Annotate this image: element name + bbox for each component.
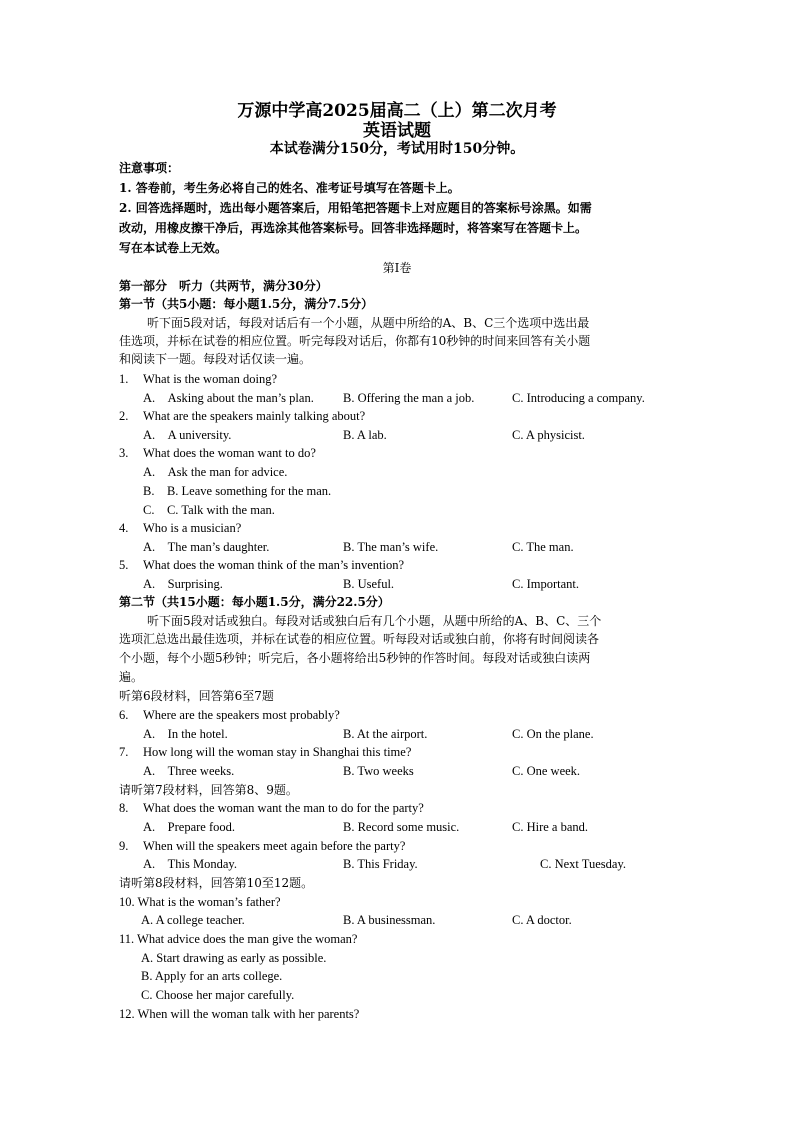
question-number: 6. <box>119 708 129 722</box>
volume-heading: 第Ⅰ卷 <box>382 261 412 275</box>
note-1: 1. 答卷前，考生务必将自己的姓名、准考证号填写在答题卡上。 <box>119 181 460 195</box>
question-1 <box>119 371 277 387</box>
q7-option-c: C. One week. <box>512 764 581 778</box>
section1-instruction-1: 听下面5段对话，每段对话后有一个小题，从题中所给的A、B、C三个选项中选出最 <box>147 316 590 330</box>
material-7-heading: 请听第7段材料，回答第8、9题。 <box>119 783 298 797</box>
q7-option-b: B. Two weeks <box>343 764 414 778</box>
section2-heading: 第二节（共15小题：每小题1.5分，满分22.5分） <box>119 595 390 609</box>
question-number: 7. <box>119 745 129 759</box>
question-number: 5. <box>119 558 129 572</box>
question-10: 10. What is the woman’s father? <box>119 895 281 909</box>
q11-option-b: B. Apply for an arts college. <box>141 969 283 983</box>
q8-option-a: A. Prepare food. <box>143 820 235 834</box>
question-number: 2. <box>119 409 129 423</box>
q2-option-a: A. A university. <box>143 428 232 442</box>
q4-option-a: A. The man’s daughter. <box>143 540 270 554</box>
section1-instruction-2: 佳选项，并标在试卷的相应位置。听完每段对话后，你都有10秒钟的时间来回答有关小题 <box>119 334 591 348</box>
q10-option-b: B. A businessman. <box>343 913 436 927</box>
question-3 <box>119 445 316 461</box>
q5-option-c: C. Important. <box>512 577 580 591</box>
note-2-line-3: 写在本试卷上无效。 <box>119 241 228 255</box>
q1-option-c: C. Introducing a company. <box>512 391 645 405</box>
q10-option-a: A. A college teacher. <box>141 913 245 927</box>
question-7 <box>119 744 412 760</box>
q9-option-c: C. Next Tuesday. <box>540 857 627 871</box>
q5-option-a: A. Surprising. <box>143 577 223 591</box>
q8-option-c: C. Hire a band. <box>512 820 589 834</box>
question-text: What does the woman want the man to do for the party? <box>143 801 424 815</box>
q7-option-a: A. Three weeks. <box>143 764 235 778</box>
question-text: What does the woman think of the man’s invention? <box>143 558 405 572</box>
question-11: 11. What advice does the man give the woman? <box>119 932 358 946</box>
q11-option-a: A. Start drawing as early as possible. <box>141 951 327 965</box>
q2-option-b: B. A lab. <box>343 428 387 442</box>
q9-option-b: B. This Friday. <box>343 857 418 871</box>
question-number: 3. <box>119 446 129 460</box>
question-4 <box>119 520 242 536</box>
note-2-line-1: 2. 回答选择题时，选出每小题答案后，用铅笔把答题卡上对应题目的答案标号涂黑。如需 <box>119 201 592 215</box>
q5-option-b: B. Useful. <box>343 577 395 591</box>
exam-info: 本试卷满分150分，考试用时150分钟。 <box>269 141 525 157</box>
q2-option-c: C. A physicist. <box>512 428 585 442</box>
question-5 <box>119 557 405 573</box>
q1-option-a: A. Asking about the man’s plan. <box>143 391 314 405</box>
question-text: How long will the woman stay in Shanghai this time? <box>143 745 412 759</box>
q8-option-b: B. Record some music. <box>343 820 460 834</box>
question-text: Who is a musician? <box>143 521 242 535</box>
q4-option-b: B. The man’s wife. <box>343 540 439 554</box>
question-number: 8. <box>119 801 129 815</box>
question-text: Where are the speakers most probably? <box>143 708 340 722</box>
question-8 <box>119 800 424 816</box>
question-number: 4. <box>119 521 129 535</box>
q1-option-b: B. Offering the man a job. <box>343 391 475 405</box>
q10-option-c: C. A doctor. <box>512 913 572 927</box>
question-number: 9. <box>119 839 129 853</box>
note-2-line-2: 改动，用橡皮擦干净后，再选涂其他答案标号。回答非选择题时，将答案写在答题卡上。 <box>119 221 588 235</box>
q3-option-c: C. C. Talk with the man. <box>143 503 275 517</box>
material-8-heading: 请听第8段材料，回答第10至12题。 <box>119 876 314 890</box>
question-text: When will the speakers meet again before the party? <box>143 839 406 853</box>
section2-instruction-4: 遍。 <box>119 670 144 684</box>
q3-option-b: B. B. Leave something for the man. <box>143 484 332 498</box>
question-text: What are the speakers mainly talking about? <box>143 409 366 423</box>
section2-instruction-2: 选项汇总选出最佳选项，并标在试卷的相应位置。听每段对话或独白前，你将有时间阅读各 <box>119 632 600 646</box>
question-text: What is the woman doing? <box>143 372 277 386</box>
q6-option-c: C. On the plane. <box>512 727 594 741</box>
q6-option-a: A. In the hotel. <box>143 727 228 741</box>
question-9 <box>119 838 406 854</box>
section2-instruction-1: 听下面5段对话或独白。每段对话或独白后有几个小题，从题中所给的A、B、C、三个 <box>147 614 602 628</box>
q4-option-c: C. The man. <box>512 540 574 554</box>
section1-instruction-3: 和阅读下一题。每段对话仅读一遍。 <box>119 352 312 366</box>
notes-heading: 注意事项： <box>119 161 180 175</box>
section2-instruction-3: 个小题，每个小题5秒钟；听完后，各小题将给出5秒钟的作答时间。每段对话或独白读两 <box>119 651 591 665</box>
q11-option-c: C. Choose her major carefully. <box>141 988 295 1002</box>
question-text: What does the woman want to do? <box>143 446 316 460</box>
question-12: 12. When will the woman talk with her parents? <box>119 1007 360 1021</box>
exam-title: 万源中学高2025届高二（上）第二次月考 <box>237 101 557 121</box>
question-number: 1. <box>119 372 129 386</box>
material-6-heading: 听第6段材料，回答第6至7题 <box>119 689 274 703</box>
q3-option-a: A. Ask the man for advice. <box>143 465 288 479</box>
question-6 <box>119 707 340 723</box>
section1-heading: 第一节（共5小题：每小题1.5分，满分7.5分） <box>119 297 374 311</box>
exam-subject: 英语试题 <box>363 121 431 141</box>
part1-heading: 第一部分 听力（共两节，满分30分） <box>119 279 328 293</box>
question-2 <box>119 408 366 424</box>
q9-option-a: A. This Monday. <box>143 857 237 871</box>
q6-option-b: B. At the airport. <box>343 727 428 741</box>
